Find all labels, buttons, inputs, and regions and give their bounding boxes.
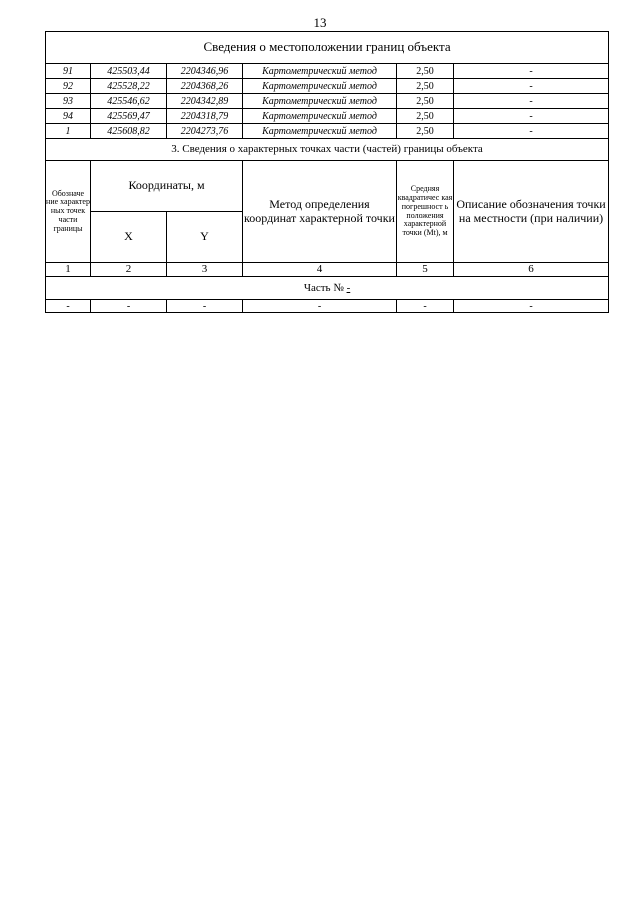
column-number: 4: [243, 263, 397, 277]
point-cell: 92: [46, 79, 91, 94]
description-cell: -: [454, 94, 609, 109]
section-3-title: 3. Сведения о характерных точках части (частей) границы объекта: [46, 139, 609, 161]
page-number: 13: [313, 15, 327, 30]
table-row: [46, 109, 609, 124]
empty-cell: -: [397, 300, 454, 313]
empty-cell: -: [454, 300, 609, 313]
empty-cell: -: [167, 300, 243, 313]
accuracy-cell: 2,50: [397, 94, 454, 109]
boundaries-title-row: [46, 32, 609, 64]
header-y: Y: [167, 212, 243, 263]
header-method: Метод определения координат характерной точки: [243, 161, 397, 263]
accuracy-cell: 2,50: [397, 124, 454, 139]
accuracy-cell: 2,50: [397, 64, 454, 79]
header-point-designation: Обозначе ние характер ных точек части границы: [46, 161, 91, 263]
table-row: [46, 300, 609, 313]
accuracy-cell: 2,50: [397, 79, 454, 94]
accuracy-cell: 2,50: [397, 109, 454, 124]
empty-cell: -: [91, 300, 167, 313]
x-cell: 425528,22: [91, 79, 167, 94]
column-number: 6: [454, 263, 609, 277]
method-cell: Картометрический метод: [243, 64, 397, 79]
part-label: Часть №: [303, 281, 344, 294]
table-row: [46, 64, 609, 79]
part-cell: [46, 277, 609, 300]
column-number: 5: [397, 263, 454, 277]
description-cell: -: [454, 109, 609, 124]
header-row: [46, 161, 609, 212]
column-numbers-row: [46, 263, 609, 277]
y-cell: 2204273,76: [167, 124, 243, 139]
method-cell: Картометрический метод: [243, 109, 397, 124]
method-cell: Картометрический метод: [243, 124, 397, 139]
header-accuracy: Средняя квадратичес кая погрешност ь положения характерной точки (Mt), м: [397, 161, 454, 263]
header-x: X: [91, 212, 167, 263]
part-value: -: [346, 281, 351, 294]
point-cell: 93: [46, 94, 91, 109]
boundaries-title: Сведения о местоположении границ объекта: [46, 32, 609, 64]
empty-cell: -: [46, 300, 91, 313]
point-cell: 94: [46, 109, 91, 124]
section-title-row: [46, 139, 609, 161]
header-coordinates: Координаты, м: [91, 161, 243, 212]
point-cell: 1: [46, 124, 91, 139]
part-row: [46, 277, 609, 300]
column-number: 3: [167, 263, 243, 277]
description-cell: -: [454, 64, 609, 79]
column-number: 1: [46, 263, 91, 277]
x-cell: 425608,82: [91, 124, 167, 139]
x-cell: 425569,47: [91, 109, 167, 124]
x-cell: 425546,62: [91, 94, 167, 109]
point-cell: 91: [46, 64, 91, 79]
empty-cell: -: [243, 300, 397, 313]
y-cell: 2204346,96: [167, 64, 243, 79]
header-description: Описание обозначения точки на местности (при наличии): [454, 161, 609, 263]
boundaries-table: [45, 31, 609, 313]
method-cell: Картометрический метод: [243, 79, 397, 94]
y-cell: 2204318,79: [167, 109, 243, 124]
description-cell: -: [454, 124, 609, 139]
y-cell: 2204342,89: [167, 94, 243, 109]
x-cell: 425503,44: [91, 64, 167, 79]
column-number: 2: [91, 263, 167, 277]
table-row: [46, 79, 609, 94]
y-cell: 2204368,26: [167, 79, 243, 94]
table-row: [46, 94, 609, 109]
description-cell: -: [454, 79, 609, 94]
method-cell: Картометрический метод: [243, 94, 397, 109]
table-row: [46, 124, 609, 139]
